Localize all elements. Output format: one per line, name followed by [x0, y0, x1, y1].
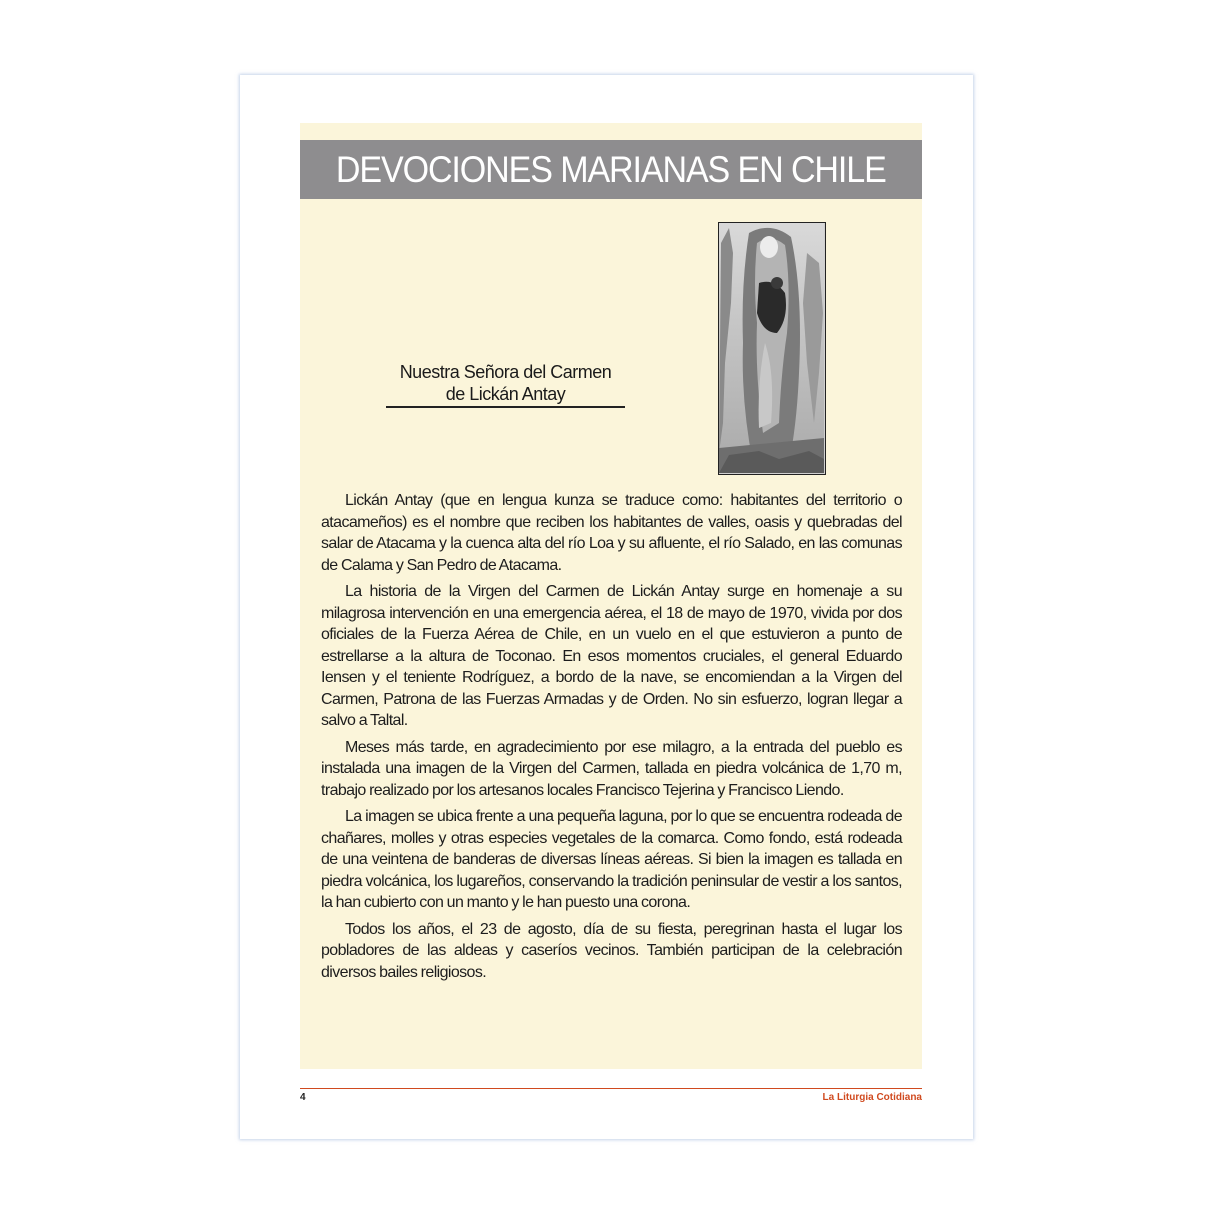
subtitle-underline	[386, 406, 625, 408]
virgin-statue-photo	[718, 222, 826, 475]
statue-image-icon	[719, 223, 824, 473]
paragraph-1: Lickán Antay (que en lengua kunza se traduce como: habitantes del territorio o atacameños) es el nombre que reciben los habitantes de valles, oasis y quebradas del salar de Atacama y la cuenca alta del río Loa y su afluente, el río Salado, en las comunas de Calama y San Pedro de Atacama.	[321, 492, 902, 574]
subtitle-line-2: de Lickán Antay	[445, 384, 566, 404]
section-subtitle	[386, 361, 625, 405]
article-body	[321, 490, 902, 988]
paragraph-2: La historia de la Virgen del Carmen de Lickán Antay surge en homenaje a su milagrosa intervención en una emergencia aérea, el 18 de mayo de 1970, vivida por dos oficiales de la Fuerza Aérea de Chile, en un vuelo en el que estuvieron a punto de estrellarse a la altura de Toconao. En esos momentos cruciales, el general Eduardo Iensen y el teniente Rodríguez, a bordo de la nave, se encomiendan a la Virgen del Carmen, Patrona de las Fuerzas Armadas y de Orden. No sin esfuerzo, logran llegar a salvo a Taltal.	[321, 583, 902, 729]
publication-title: La Liturgia Cotidiana	[822, 1092, 922, 1103]
title-banner	[300, 140, 922, 199]
paragraph-5: Todos los años, el 23 de agosto, día de su fiesta, peregrinan hasta el lugar los pobladores de las aldeas y caseríos vecinos. También participan de la celebración diversos bailes religiosos.	[321, 920, 902, 981]
subtitle-line-1: Nuestra Señora del Carmen	[399, 362, 612, 382]
page-number: 4	[300, 1092, 306, 1103]
paragraph-3: Meses más tarde, en agradecimiento por ese milagro, a la entrada del pueblo es instalada una imagen de la Virgen del Carmen, tallada en piedra volcánica de 1,70 m, trabajo realizado por los artesanos locales Francisco Tejerina y Francisco Liendo.	[321, 738, 902, 799]
page-title: DEVOCIONES MARIANAS EN CHILE	[336, 148, 886, 190]
paragraph-4: La imagen se ubica frente a una pequeña laguna, por lo que se encuentra rodeada de chañares, molles y otras especies vegetales de la comarca. Como fondo, está rodeada de una veintena de banderas de diversas líneas aéreas. Si bien la imagen es tallada en piedra volcánica, los lugareños, conservando la tradición peninsular de vestir a los santos, la han cubierto con un manto y le han puesto una corona.	[321, 808, 902, 911]
footer-divider	[300, 1088, 922, 1089]
